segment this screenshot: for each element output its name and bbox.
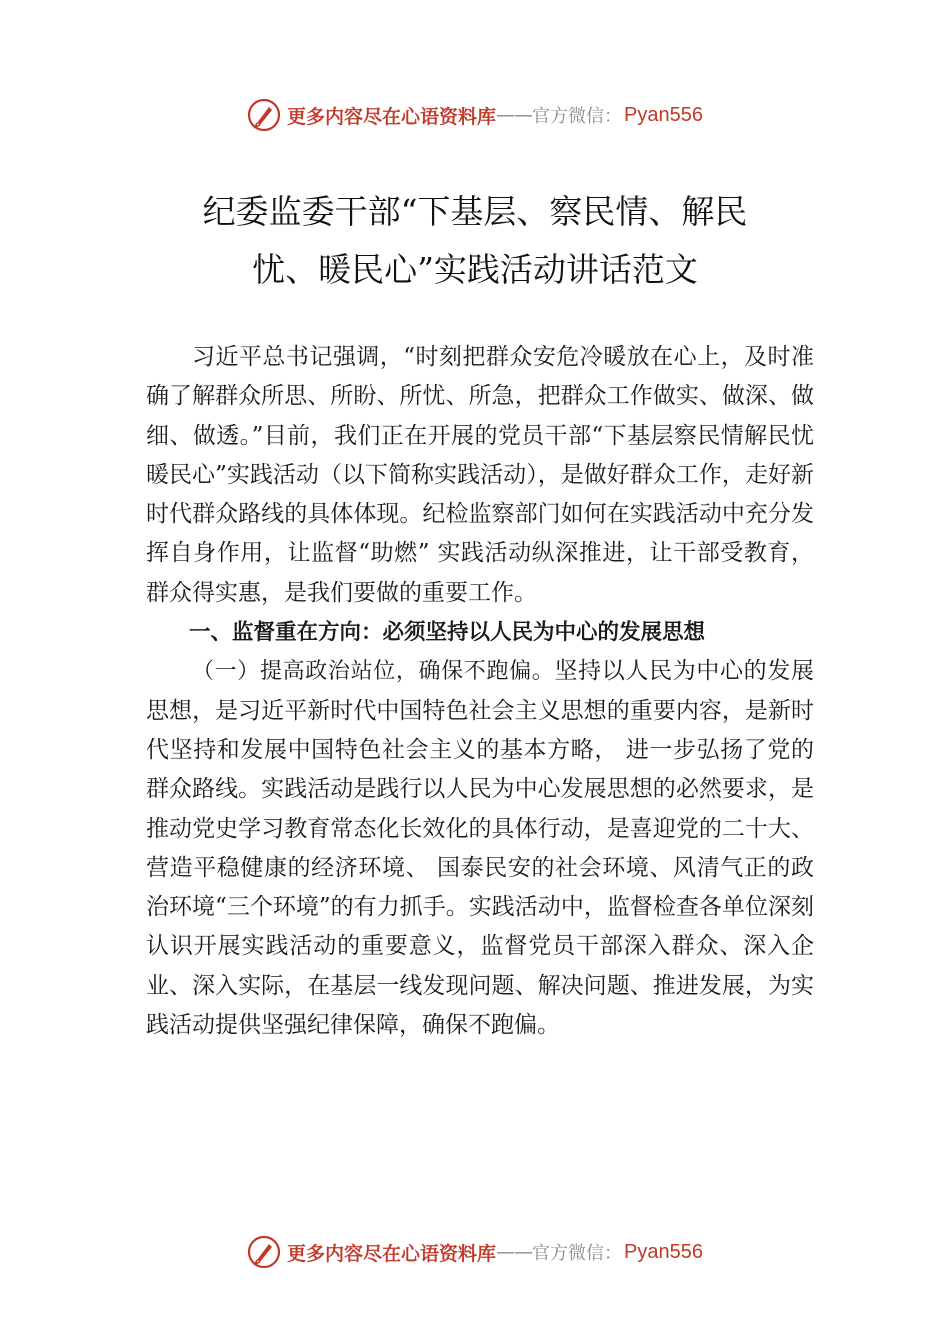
banner-wechat-id: Pyan556	[624, 1240, 703, 1263]
document-body	[146, 338, 814, 1045]
paragraph-section-1-1	[146, 652, 814, 1045]
footer-watermark-banner	[0, 1232, 950, 1272]
banner-wechat-id: Pyan556	[624, 103, 703, 126]
banner-brand-text: 更多内容尽在心语资料库	[287, 105, 497, 128]
paragraph-intro: 习近平总书记强调，“时刻把群众安危冷暖放在心上，及时准确了解群众所思、所盼、所忧、所急，把群众工作做实、做深、做细、做透。”目前，我们正在开展的党员干部“下基层察民情解民忧暖民心”实践活动（以下简称实践活动），是做好群众工作，走好新时代群众路线的具体体现。纪检监察部门如何在实践活动中充分发挥自身作用，让监督“助燃” 实践活动纵深推进，让干部受教育，群众得实惠，是我们要做的重要工作。	[146, 344, 814, 606]
subheading-1: （一）提高政治站位，确保不跑偏。	[192, 659, 555, 685]
header-watermark-banner	[0, 95, 950, 135]
document-title	[0, 183, 950, 299]
banner-dash: ——	[496, 104, 533, 126]
paragraph-section-1-1-text: 坚持以人民为中心的发展思想，是习近平新时代中国特色社会主义思想的重要内容，是新时代坚持和发展中国特色社会主义的基本方略， 进一步弘扬了党的群众路线。实践活动是践行以人民为中心发展思想的必然要求，是推动党史学习教育常态化长效化的具体行动，是喜迎党的二十大、营造平稳健康的经济环境、 国泰民安的社会环境、风清气正的政治环境“三个环境”的有力抓手。实践活动中，监督检查各单位深刻认识开展实践活动的重要意义，监督党员干部深入群众、深入企业、深入实际，在基层一线发现问题、解决问题、推进发展，为实践活动提供坚强纪律保障，确保不跑偏。	[146, 658, 814, 1039]
quill-pen-logo-icon	[247, 98, 281, 132]
quill-pen-logo-icon	[247, 1235, 281, 1269]
banner-wechat-label: 官方微信：	[532, 106, 623, 127]
banner-brand-text: 更多内容尽在心语资料库	[287, 1242, 497, 1265]
section-heading-1: 一、监督重在方向：必须坚持以人民为中心的发展思想	[189, 620, 706, 646]
title-line-1: 纪委监委干部“下基层、察民情、解民	[202, 192, 748, 231]
title-line-2: 忧、暖民心”实践活动讲话范文	[252, 250, 698, 289]
banner-dash: ——	[496, 1241, 533, 1263]
banner-wechat-label: 官方微信：	[532, 1243, 623, 1264]
